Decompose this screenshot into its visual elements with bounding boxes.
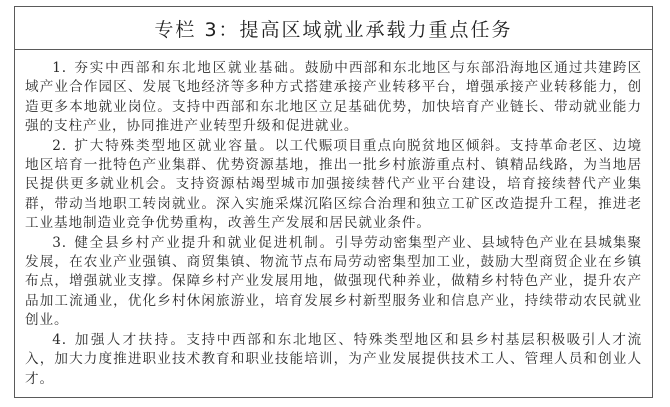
item-text: 支持中西部和东北地区、特殊类型地区和县乡村基层积极吸引人才流入，加大力度推进职业技术教育和职业技能培训，为产业发展提供技术工人、管理人员和创业人才。 (25, 331, 643, 387)
item-text: 引导劳动密集型产业、县域特色产业在县城集聚发展，在农业产业强镇、商贸集镇、物流节点布局劳动密集型加工业，鼓励大型商贸企业在乡镇布点，增强就业支撑。保障乡村产业发展用地，做强现代种养业，做精乡村特色产业，提升农产品加工流通业，优化乡村休闲旅游业，培育发展乡村新型服务业和信息产业，持续带动农民就业创业。 (25, 234, 642, 329)
item-text: 鼓励中西部和东北地区与东部沿海地区通过共建跨区域产业合作园区、发展飞地经济等多种方式搭建承接产业转移平台，增强承接产业转移能力，创造更多本地就业岗位。支持中西部和东北地区立足基础优势，加快培育产业链长、带动就业能力强的支柱产业，协同推进产业转型升级和促进就业。 (25, 60, 642, 135)
item-heading: 健全县乡村产业提升和就业促进机制。 (74, 234, 335, 251)
task-item-1 (25, 59, 642, 137)
box-body (15, 50, 652, 389)
feature-box (14, 6, 653, 398)
task-item-4 (25, 331, 642, 389)
title-row (15, 7, 652, 50)
item-number: 2. (52, 137, 67, 154)
item-heading: 扩大特殊类型地区就业容量。 (74, 137, 275, 154)
box-title: 专栏 3：提高区域就业承载力重点任务 (154, 18, 513, 41)
item-number: 3. (52, 234, 67, 251)
item-text: 以工代赈项目重点向脱贫地区倾斜。支持革命老区、边境地区培育一批特色产业集群、优势资源基地，推出一批乡村旅游重点村、镇精品线路，为当地居民提供更多就业机会。支持资源枯竭型城市加强接续替代产业平台建设，培育接续替代产业集群，带动当地职工转岗就业。深入实施采煤沉陷区综合治理和独立工矿区改造提升工程，推进老工业基地制造业竞争优势重构，改善生产发展和居民就业条件。 (25, 137, 642, 232)
item-number: 1. (52, 60, 67, 76)
item-heading: 夯实中西部和东北地区就业基础。 (74, 60, 305, 76)
item-number: 4. (52, 331, 67, 348)
item-heading: 加强人才扶持。 (74, 331, 187, 348)
task-item-3 (25, 234, 642, 331)
task-item-2 (25, 137, 642, 234)
